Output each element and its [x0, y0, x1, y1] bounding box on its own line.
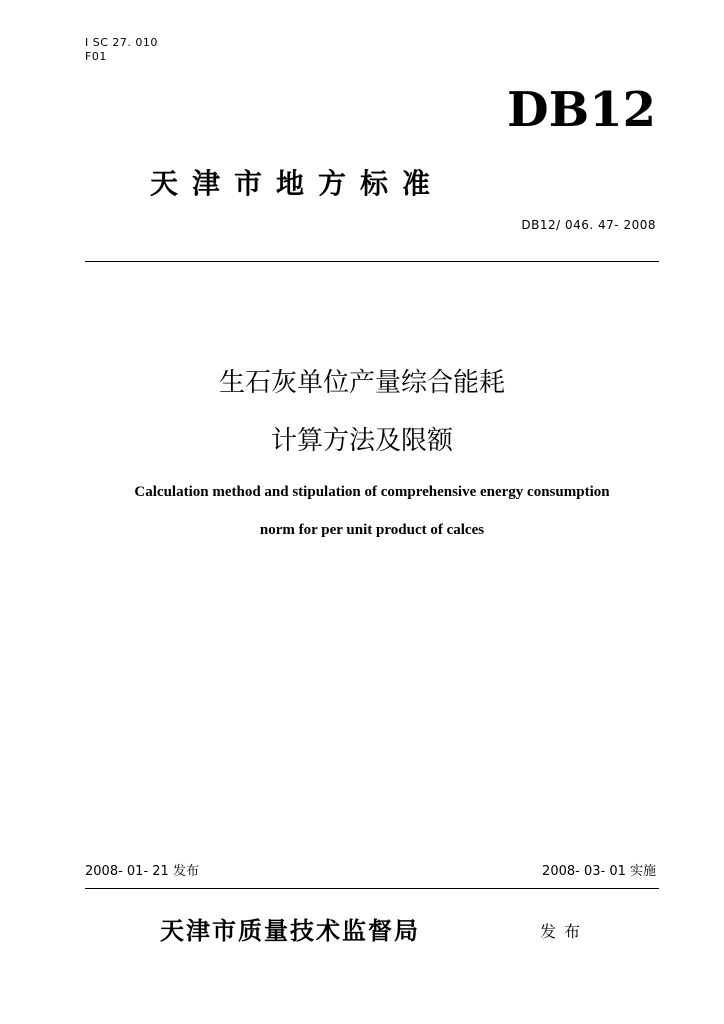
header-divider — [85, 261, 659, 262]
publish-date: 2008- 01- 21 发布 — [85, 864, 199, 879]
title-cn-line2: 计算方法及限额 — [270, 426, 453, 456]
classification-codes — [85, 36, 158, 64]
title-cn-line1: 生石灰单位产量综合能耗 — [218, 368, 505, 398]
ics-code: I SC 27. 010 — [85, 36, 158, 49]
category-code: F01 — [85, 50, 107, 63]
implement-date: 2008- 03- 01 实施 — [542, 864, 656, 879]
title-en-line1: Calculation method and stipulation of comprehensive energy consumption — [134, 484, 610, 500]
db-code: DB12 — [507, 82, 656, 138]
title-en-line2: norm for per unit product of calces — [259, 522, 485, 538]
footer-divider — [85, 888, 659, 889]
standard-number: DB12/ 046. 47- 2008 — [521, 218, 656, 232]
issuer-name: 天津市质量技术监督局 — [160, 917, 420, 945]
issue-label: 发布 — [540, 922, 589, 941]
standard-type: 天津市地方标准 — [150, 167, 445, 200]
